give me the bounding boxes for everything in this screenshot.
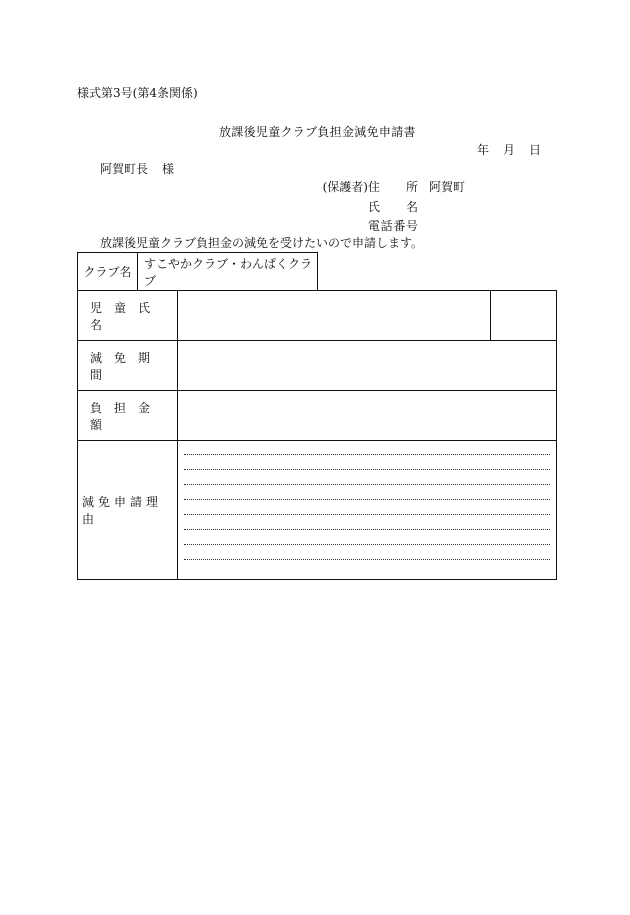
date-month: 月 xyxy=(503,143,516,157)
address-label: 住所 xyxy=(368,180,418,194)
applicant-phone-row xyxy=(320,219,418,233)
phone-label: 電話番号 xyxy=(368,219,418,233)
reason-dotted-lines xyxy=(184,441,550,579)
amount-row xyxy=(78,391,556,441)
period-row xyxy=(78,341,556,391)
date-line xyxy=(477,143,541,157)
addressee-name: 阿賀町長 xyxy=(100,162,149,176)
child-name-field[interactable] xyxy=(178,291,556,340)
amount-field[interactable] xyxy=(178,391,556,440)
application-table xyxy=(77,290,557,580)
form-number: 様式第3号(第4条関係) xyxy=(77,86,198,100)
reason-field[interactable] xyxy=(178,441,556,579)
amount-label: 負担金額 xyxy=(78,391,178,440)
club-value: すこやかクラブ・わんぱくクラブ xyxy=(144,256,313,288)
address-value: 阿賀町 xyxy=(429,180,466,194)
applicant-name-row xyxy=(320,200,418,214)
period-field[interactable] xyxy=(178,341,556,390)
addressee-suffix: 様 xyxy=(162,162,175,176)
club-label: クラブ名 xyxy=(78,253,138,290)
applicant-address-row xyxy=(320,180,465,194)
child-name-row xyxy=(78,291,556,341)
reason-row xyxy=(78,441,556,579)
child-name-label: 児童氏名 xyxy=(78,291,178,340)
period-label: 減免期間 xyxy=(78,341,178,390)
name-label: 氏名 xyxy=(368,200,418,214)
date-year: 年 xyxy=(477,143,490,157)
date-day: 日 xyxy=(529,143,542,157)
reason-label: 減免申請理由 xyxy=(78,441,178,579)
application-statement: 放課後児童クラブ負担金の減免を受けたいので申請します。 xyxy=(100,236,424,250)
document-title: 放課後児童クラブ負担金減免申請書 xyxy=(219,125,416,139)
applicant-prefix: (保護者) xyxy=(322,180,368,194)
addressee xyxy=(100,162,174,176)
child-extra-cell[interactable] xyxy=(490,291,556,340)
club-box xyxy=(77,252,318,290)
